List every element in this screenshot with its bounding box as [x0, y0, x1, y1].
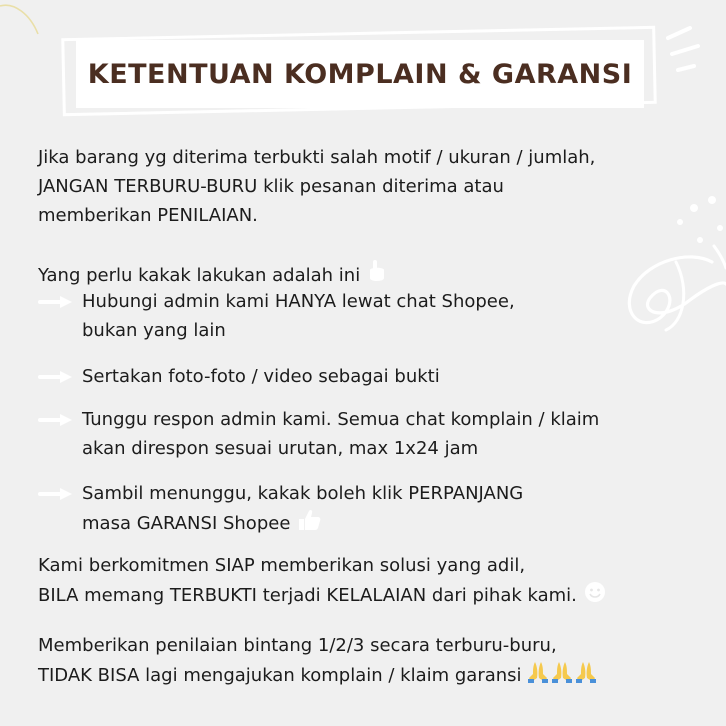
- warning-line-1: Memberikan penilaian bintang 1/2/3 secara terburu-buru,: [38, 635, 557, 656]
- warning-line-2: TIDAK BISA lagi mengajukan komplain / klaim garansi: [38, 665, 522, 686]
- step-4-text: Sambil menunggu, kakak boleh klik PERPANJANG: [82, 483, 524, 504]
- warning-line-2-wrap: [38, 660, 599, 690]
- page-title: KETENTUAN KOMPLAIN & GARANSI: [87, 58, 633, 90]
- intro-line-1: Jika barang yg diterima terbukti salah motif / ukuran / jumlah,: [38, 147, 596, 168]
- step-1-text: Hubungi admin kami HANYA lewat chat Shopee,: [82, 291, 515, 312]
- steps-heading-line: [38, 258, 388, 290]
- step-1-text-cont: bukan yang lain: [82, 320, 226, 341]
- arrow-right-icon: [38, 296, 72, 308]
- thumbs-up-icon: [296, 508, 322, 532]
- pointing-down-icon: [366, 258, 388, 284]
- smile-icon: [583, 580, 607, 604]
- arrow-right-icon: [38, 488, 72, 500]
- step-4-text-cont: masa GARANSI Shopee: [82, 513, 291, 534]
- commitment-line-2-wrap: [38, 580, 607, 610]
- step-3-text: Tunggu respon admin kami. Semua chat komplain / klaim: [82, 409, 600, 430]
- commitment-line-2: BILA memang TERBUKTI terjadi KELALAIAN dari pihak kami.: [38, 585, 577, 606]
- title-banner: [76, 40, 644, 108]
- step-3-text-cont: akan direspon sesuai urutan, max 1x24 jam: [82, 438, 479, 459]
- arrow-right-icon: [38, 414, 72, 426]
- praying-hands-icon: [527, 660, 599, 684]
- intro-line-3: memberikan PENILAIAN.: [38, 205, 258, 226]
- commitment-line-1: Kami berkomitmen SIAP memberikan solusi yang adil,: [38, 555, 526, 576]
- intro-line-2: JANGAN TERBURU-BURU klik pesanan diterima atau: [38, 176, 504, 197]
- step-2-text: Sertakan foto-foto / video sebagai bukti: [82, 366, 440, 387]
- steps-heading: Yang perlu kakak lakukan adalah ini: [38, 265, 361, 286]
- arrow-right-icon: [38, 371, 72, 383]
